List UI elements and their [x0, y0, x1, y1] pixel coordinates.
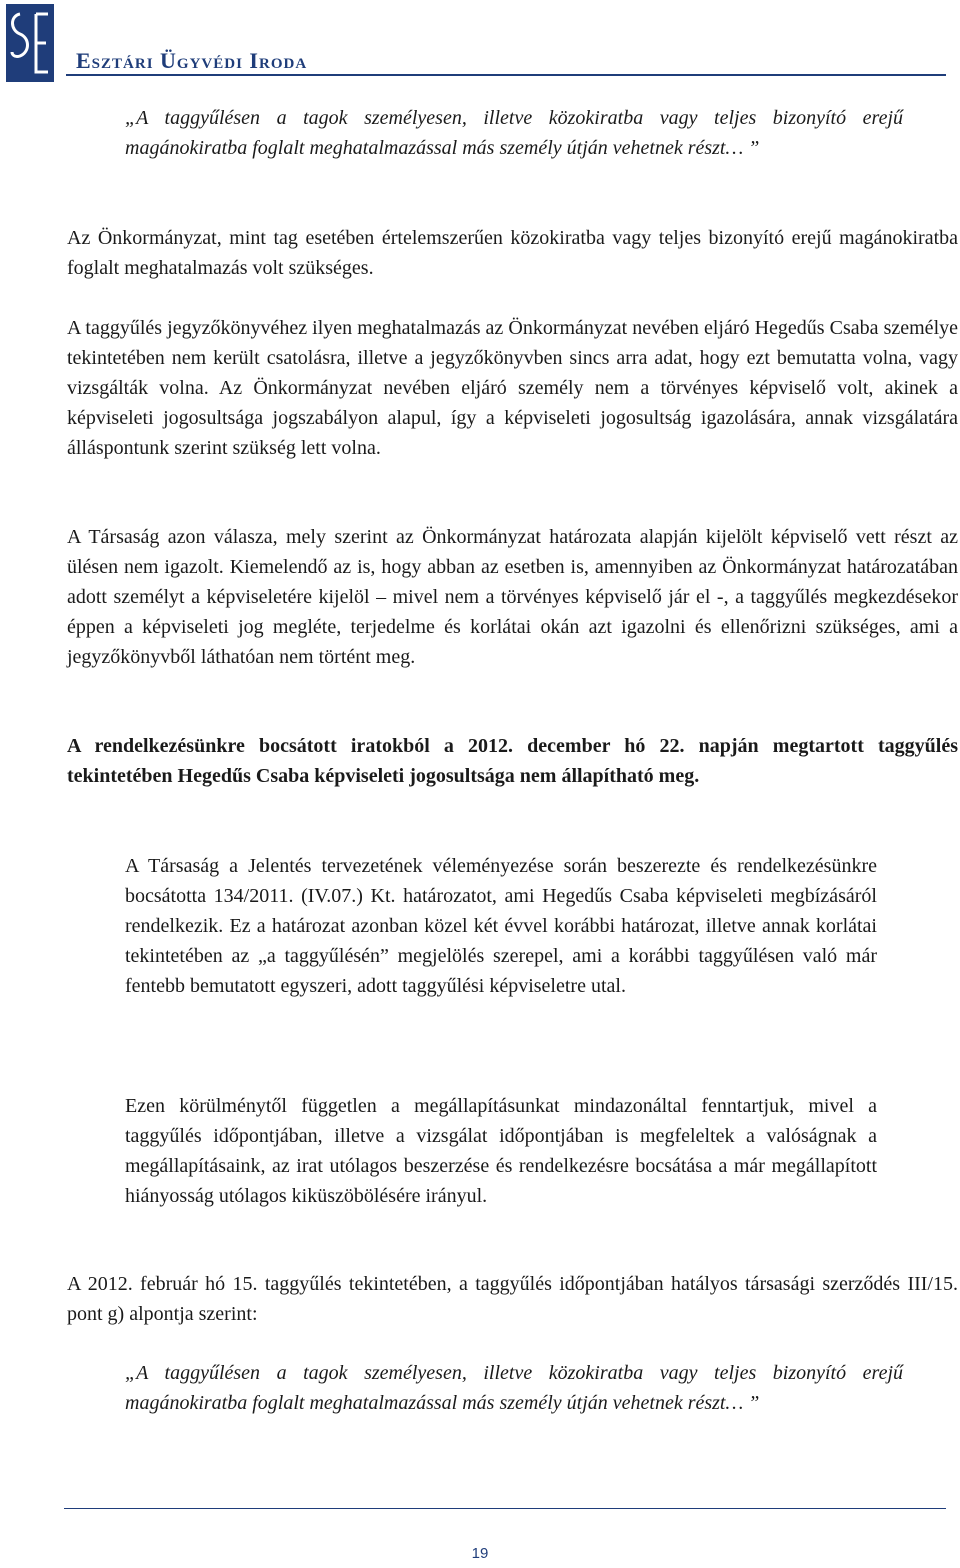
- quote-paragraph: „A taggyűlésen a tagok személyesen, illetve közokiratba vagy teljes bizonyító erejű magánokiratba foglalt meghatalmazással más személy útján vehetnek részt… ”: [125, 1362, 903, 1414]
- quote-paragraph: „A taggyűlésen a tagok személyesen, illetve közokiratba vagy teljes bizonyító erejű magánokiratba foglalt meghatalmazással más személy útján vehetnek részt… ”: [125, 107, 903, 159]
- body-paragraph: A 2012. február hó 15. taggyűlés tekintetében, a taggyűlés időpontjában hatályos társasági szerződés III/15. pont g) alpontja szerint:: [67, 1273, 958, 1325]
- indented-paragraph: A Társaság a Jelentés tervezetének véleményezése során beszerezte és rendelkezésünkre bocsátotta 134/2011. (IV.07.) Kt. határozatot, ami Hegedűs Csaba képviseleti megbízásáról rendelkezik. Ez a határozat azonban közel két évvel korábbi határozat, illetve annak korlátai tekintetében az „a taggyűlésén” megjelölés szerepel, ami a korábbi taggyűlésen való már fentebb bemutatott egyszeri, adott taggyűlési képviseletre utal.: [125, 855, 877, 997]
- header-divider: [66, 74, 946, 76]
- conclusion-paragraph: A rendelkezésünkre bocsátott iratokból a 2012. december hó 22. napján megtartott taggyűlés tekintetében Hegedűs Csaba képviseleti jogosultsága nem állapítható meg.: [67, 735, 958, 787]
- page-header: [0, 0, 960, 90]
- footer-divider: [64, 1508, 946, 1509]
- page-number: 19: [471, 1545, 489, 1562]
- body-paragraph: Az Önkormányzat, mint tag esetében értelemszerűen közokiratba vagy teljes bizonyító erejű magánokiratba foglalt meghatalmazás volt szükséges.: [67, 227, 958, 279]
- firm-logo: [6, 4, 54, 82]
- firm-name: Esztári Ügyvédi Iroda: [76, 48, 308, 73]
- indented-paragraph: Ezen körülménytől független a megállapításunkat mindazonáltal fenntartjuk, mivel a taggyűlés időpontjában, illetve a vizsgálat időpontjában is megfeleltek a valóságnak a megállapításaink, az irat utólagos beszerzése és rendelkezésre bocsátása a már megállapított hiányosság utólagos kiküszöbölésére irányul.: [125, 1095, 877, 1207]
- body-paragraph: A taggyűlés jegyzőkönyvéhez ilyen meghatalmazás az Önkormányzat nevében eljáró Hegedűs Csaba személye tekintetében nem került csatolásra, illetve a jegyzőkönyvben sincs arra adat, hogy ezt bemutatta volna, vagy vizsgálták volna. Az Önkormányzat nevében eljáró személy nem a törvényes képviselő volt, akinek a képviseleti jogosultsága jogszabályon alapul, így a képviseleti jogosultság igazolására, annak vizsgálatára álláspontunk szerint szükség lett volna.: [67, 317, 958, 459]
- body-paragraph: A Társaság azon válasza, mely szerint az Önkormányzat határozata alapján kijelölt képviselő vett részt az ülésen nem igazolt. Kiemelendő az is, hogy abban az esetben is, amennyiben az Önkormányzat határozatában adott személyt a képviseletére kijelöl – mivel nem a törvényes képviselő jár el -, a taggyűlés megkezdésekor éppen a képviseleti jog megléte, terjedelme és korlátai okán azt igazolni és ellenőrizni szükséges, ami a jegyzőkönyvből láthatóan nem történt meg.: [67, 526, 958, 668]
